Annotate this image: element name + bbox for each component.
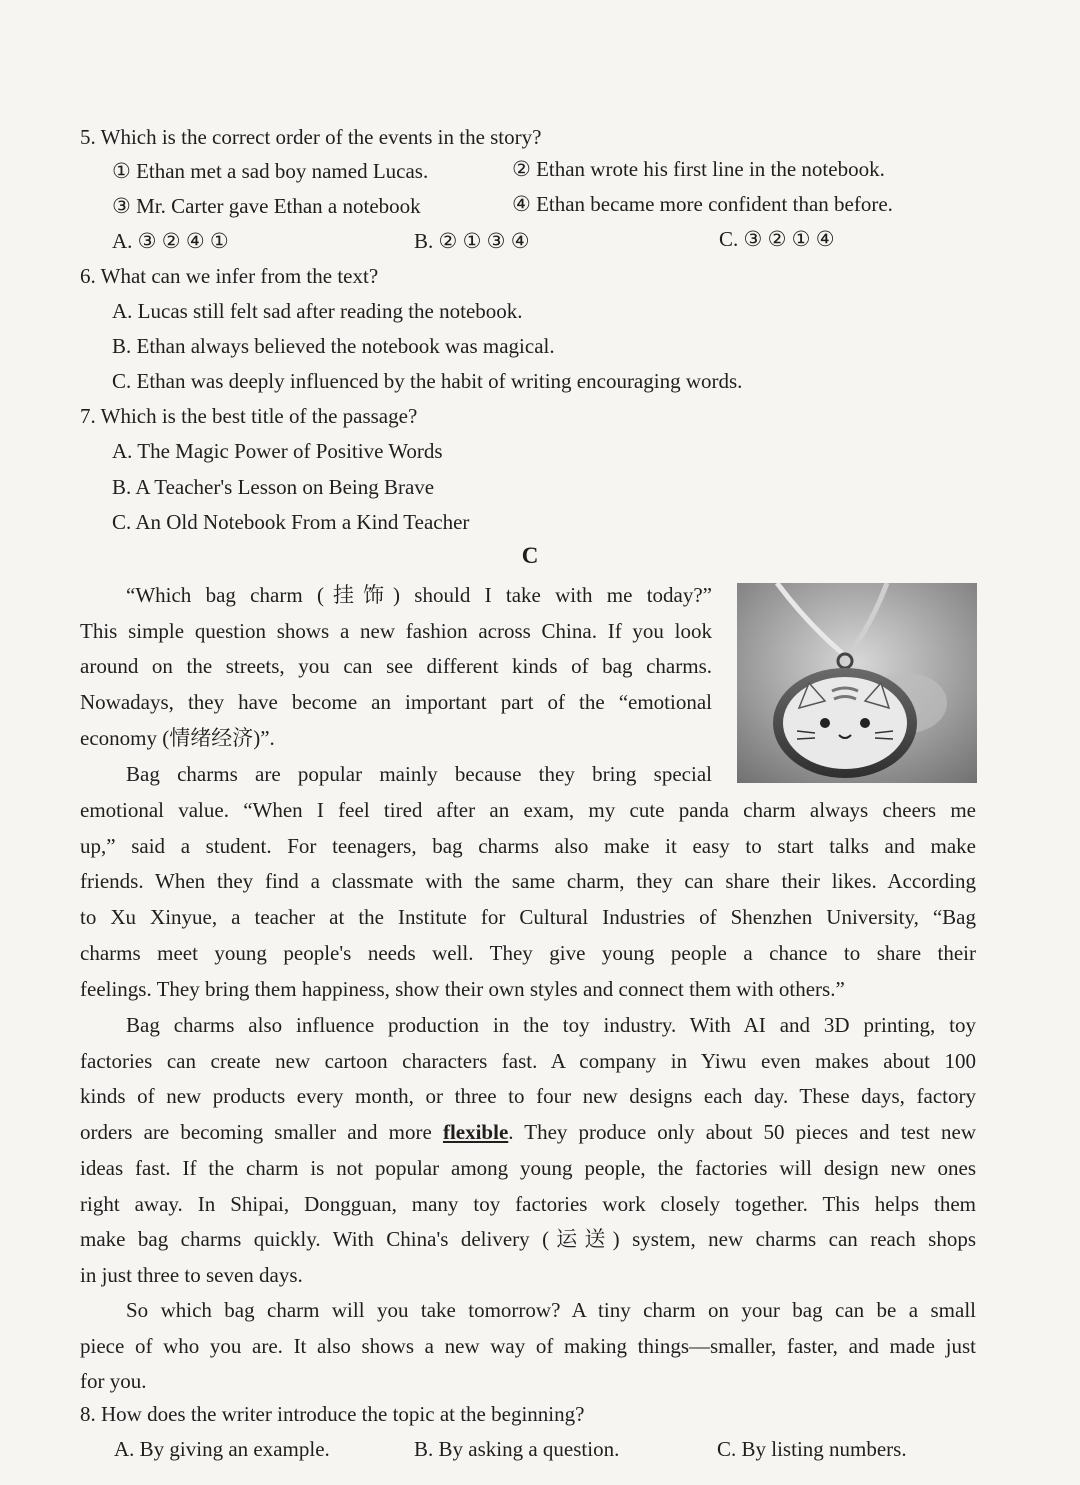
q7-option-b: B. A Teacher's Lesson on Being Brave [112,475,435,499]
p1-line-2: This simple question shows a new fashion across China. If you look [80,618,712,643]
p3-line-8: in just three to seven days. [80,1262,303,1287]
q8-option-b: B. By asking a question. [414,1437,620,1461]
q7-option-c: C. An Old Notebook From a Kind Teacher [112,510,470,534]
question-5-stem: 5. Which is the correct order of the events in the story? [80,125,542,149]
cat-charm-icon [737,583,977,783]
passage-paragraph-2-first-line [80,757,712,793]
p2-line-7: feelings. They bring them happiness, show their own styles and connect them with others.” [80,976,845,1001]
q7-option-a: A. The Magic Power of Positive Words [112,439,443,463]
q8-option-c: C. By listing numbers. [717,1437,907,1461]
p2-line-1: Bag charms are popular mainly because they bring special [126,762,712,786]
p4-line-2: piece of who you are. It also shows a new way of making things—smaller, faster, and made just [80,1333,976,1358]
question-8-stem: 8. How does the writer introduce the topic at the beginning? [80,1402,585,1426]
q5-event-4: ④ Ethan became more confident than before. [512,192,893,216]
p3-line-4 [80,1115,976,1151]
question-7-stem: 7. Which is the best title of the passage? [80,404,418,428]
p1-line-5: economy (情绪经济)”. [80,725,275,750]
p4-line-3: for you. [80,1369,147,1394]
p3-line-7: make bag charms quickly. With China's delivery (运送) system, new charms can reach shops [80,1227,976,1252]
p3-line-4-after: . They produce only about 50 pieces and test new [508,1120,976,1145]
q5-event-3: ③ Mr. Carter gave Ethan a notebook [112,194,421,218]
q6-option-c: C. Ethan was deeply influenced by the habit of writing encouraging words. [112,369,743,393]
passage-paragraph-1 [80,578,712,757]
p3-line-1: Bag charms also influence production in the toy industry. With AI and 3D printing, toy [126,1013,976,1037]
question-6-stem: 6. What can we infer from the text? [80,264,379,288]
q5-event-2: ② Ethan wrote his first line in the notebook. [512,157,885,181]
p1-line-4: Nowadays, they have become an important part of the “emotional [80,690,712,715]
p3-line-5: ideas fast. If the charm is not popular among young people, the factories will design new ones [80,1155,976,1180]
p1-line-1: “Which bag charm (挂饰) should I take with me today?” [126,583,712,607]
p1-line-3: around on the streets, you can see different kinds of bag charms. [80,654,712,679]
p3-line-3: kinds of new products every month, or three to four new designs each day. These days, factory [80,1084,976,1109]
p2-line-6: charms meet young people's needs well. They give young people a chance to share their [80,940,976,965]
passage-paragraph-4 [80,1293,976,1400]
p2-line-5: to Xu Xinyue, a teacher at the Institute for Cultural Industries of Shenzhen University, “Bag [80,905,976,930]
p2-line-2: emotional value. “When I feel tired after an exam, my cute panda charm always cheers me [80,798,976,822]
p2-line-4: friends. When they find a classmate with the same charm, they can share their likes. According [80,869,976,894]
bag-charm-photo [737,583,977,783]
q8-option-a: A. By giving an example. [114,1437,330,1461]
keyword-flexible: flexible [442,1120,509,1145]
q6-option-a: A. Lucas still felt sad after reading the notebook. [112,299,523,323]
p3-line-4-before: orders are becoming smaller and more [80,1120,443,1145]
q6-option-b: B. Ethan always believed the notebook was magical. [112,334,555,358]
q5-event-1: ① Ethan met a sad boy named Lucas. [112,159,429,183]
p3-line-6: right away. In Shipai, Dongguan, many toy factories work closely together. This helps them [80,1191,976,1216]
q5-option-b: B. ② ① ③ ④ [414,229,530,253]
p4-line-1: So which bag charm will you take tomorrow? A tiny charm on your bag can be a small [126,1298,976,1322]
section-title: C [521,543,539,568]
p3-line-2: factories can create new cartoon characters fast. A company in Yiwu even makes about 100 [80,1048,976,1073]
q5-option-a: A. ③ ② ④ ① [112,229,229,253]
p2-line-3: up,” said a student. For teenagers, bag charms also make it easy to start talks and make [80,833,976,858]
q5-option-c: C. ③ ② ① ④ [719,227,835,251]
passage-paragraph-2 [80,793,976,1007]
passage-paragraph-3 [80,1008,976,1294]
